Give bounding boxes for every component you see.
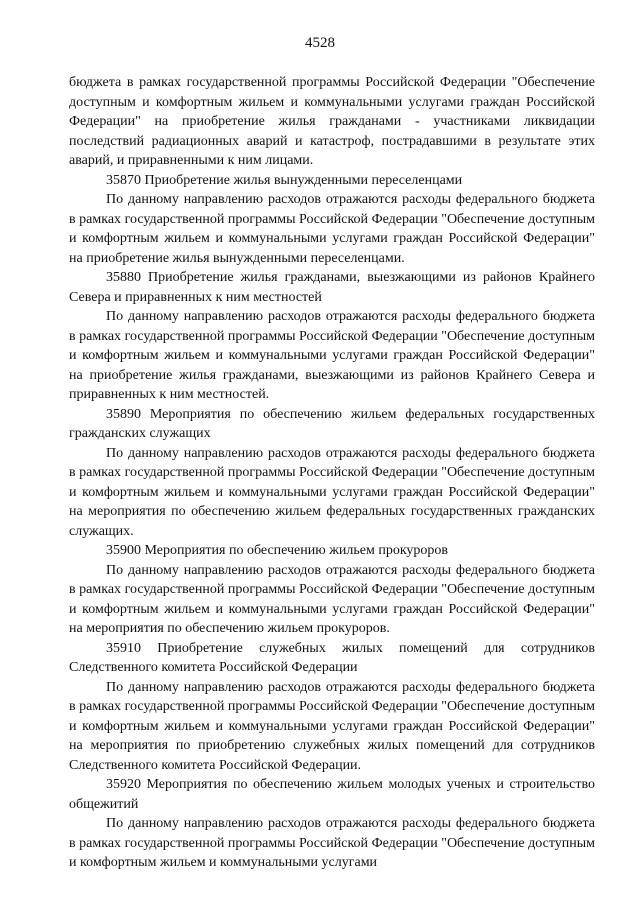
paragraph: По данному направлению расходов отражаются расходы федерального бюджета в рамках государственной программы Российской Федерации "Обеспечение доступным и комфортным жильем и коммунальными услугами граждан Российской Федерации" на мероприятия по приобретению служебных жилых помещений для сотрудников Следственного комитета Российской Федерации. (69, 679, 595, 773)
section-heading-35890: 35890 Мероприятия по обеспечению жильем федеральных государственных гражданских служащих (69, 406, 595, 441)
section-heading-35870: 35870 Приобретение жилья вынужденными переселенцами (106, 172, 463, 188)
paragraph: По данному направлению расходов отражаются расходы федерального бюджета в рамках государственной программы Российской Федерации "Обеспечение доступным и комфортным жильем и коммунальными услугами граждан Российской Федерации" на мероприятия по обеспечению жильем федеральных государственных гражданских служащих. (69, 445, 595, 539)
paragraph: По данному направлению расходов отражаются расходы федерального бюджета в рамках государственной программы Российской Федерации "Обеспечение доступным и комфортным жильем и коммунальными услугами граждан Российской Федерации" на мероприятия по обеспечению жильем прокуроров. (69, 562, 595, 636)
paragraph: По данному направлению расходов отражаются расходы федерального бюджета в рамках государственной программы Российской Федерации "Обеспечение доступным и комфортным жильем и коммунальными услугами граждан Российской Федерации" на приобретение жилья вынужденными переселенцами. (69, 192, 595, 266)
section-heading-35920: 35920 Мероприятия по обеспечению жильем молодых ученых и строительство общежитий (69, 777, 595, 812)
page-number: 4528 (305, 35, 335, 51)
paragraph: По данному направлению расходов отражаются расходы федерального бюджета в рамках государственной программы Российской Федерации "Обеспечение доступным и комфортным жильем и коммунальными услугами граждан Российской Федерации" на приобретение жилья гражданами, выезжающими из районов Крайнего Севера и приравненных к ним местностей. (69, 309, 595, 402)
section-heading-35880: 35880 Приобретение жилья гражданами, выезжающими из районов Крайнего Севера и приравненных к ним местностей (69, 270, 595, 305)
section-heading-35910: 35910 Приобретение служебных жилых помещений для сотрудников Следственного комитета Российской Федерации (69, 640, 595, 675)
paragraph: бюджета в рамках государственной программы Российской Федерации "Обеспечение доступным и комфортным жильем и коммунальными услугами граждан Российской Федерации" на приобретение жилья гражданами - участниками ликвидации последствий радиационных аварий и катастроф, пострадавшими в результате этих аварий, и приравненными к ним лицами. (69, 75, 595, 168)
section-heading-35900: 35900 Мероприятия по обеспечению жильем прокуроров (106, 543, 449, 558)
paragraph: По данному направлению расходов отражаются расходы федерального бюджета в рамках государственной программы Российской Федерации "Обеспечение доступным и комфортным жильем и коммунальными услугами (69, 816, 595, 870)
document-body (69, 73, 595, 873)
